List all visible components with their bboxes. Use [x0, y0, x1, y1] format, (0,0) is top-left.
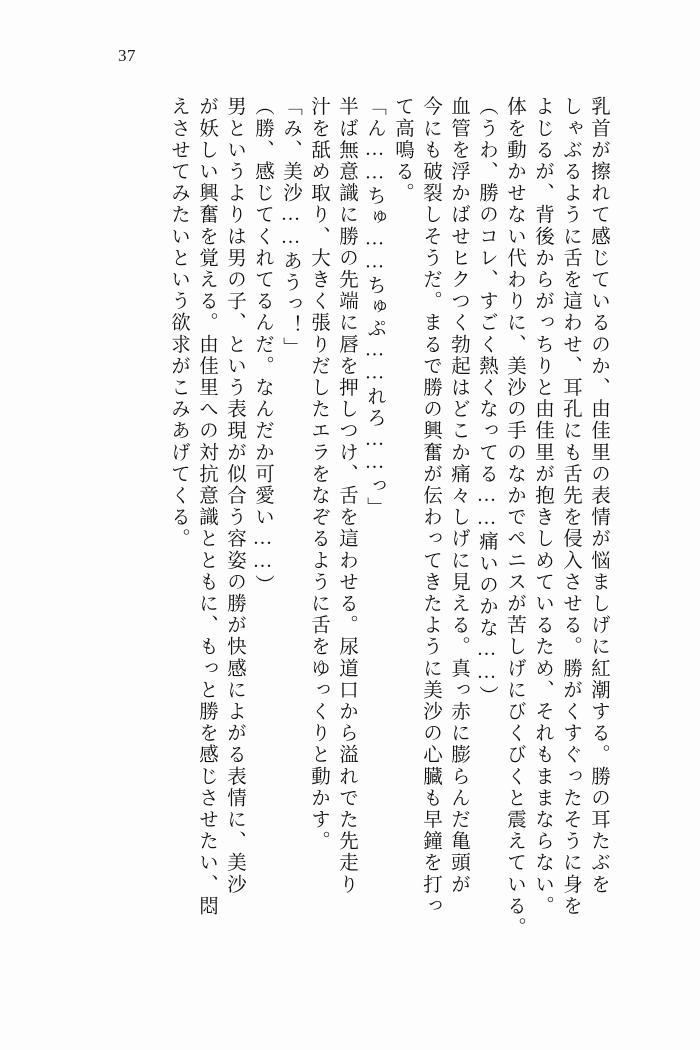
text-line: 今にも破裂しそうだ。まるで勝の興奮が伝わってきたように美沙の心臓も早鐘を打っ: [420, 96, 441, 917]
text-line: 汁を舐め取り、大きく張りだしたエラをなぞるように舌をゆっくりと動かす。: [308, 96, 329, 852]
page-number: 37: [118, 46, 136, 65]
text-line: 乳首が擦れて感じているのか、由佳里の表情が悩ましげに紅潮する。勝の耳たぶを: [588, 96, 609, 896]
text-line: 男というよりは男の子、という表現が似合う容姿の勝が快感によがる表情に、美沙: [224, 96, 245, 896]
text-line: 血管を浮かばせヒクつく勃起はどこか痛々しげに見える。真っ赤に膨らんだ亀頭が: [448, 96, 469, 896]
text-line: （うわ、勝のコレ、すごく熱くなってる……痛いのかな……）: [476, 96, 497, 707]
text-line: 「ん……ちゅ……ちゅぷ……れろ……っ」: [364, 96, 385, 519]
text-line: しゃぶるように舌を這わせ、耳孔にも舌先を侵入させる。勝がくすぐったそうに身を: [560, 96, 581, 917]
text-line: えさせてみたいという欲求がこみあげてくる。: [168, 96, 189, 550]
text-line: （勝、感じてくれてるんだ。なんだか可愛い……）: [252, 96, 273, 596]
text-line: 体を動かせない代わりに、美沙の手のなかでペニスが苦しげにびくびくと震えている。: [504, 96, 525, 939]
text-line: て高鳴る。: [392, 96, 413, 204]
vertical-text-body: [88, 96, 612, 976]
text-line: 半ば無意識に勝の先端に唇を押しつけ、舌を這わせる。尿道口から溢れでた先走り: [336, 96, 357, 896]
text-line: 「み、美沙……あうっ！」: [280, 96, 301, 359]
text-line: が妖しい興奮を覚える。由佳里への対抗意識とともに、もっと勝を感じさせたい、悶: [196, 96, 217, 917]
text-line: よじるが、背後からがっちりと由佳里が抱きしめているため、それもままならない。: [532, 96, 553, 917]
